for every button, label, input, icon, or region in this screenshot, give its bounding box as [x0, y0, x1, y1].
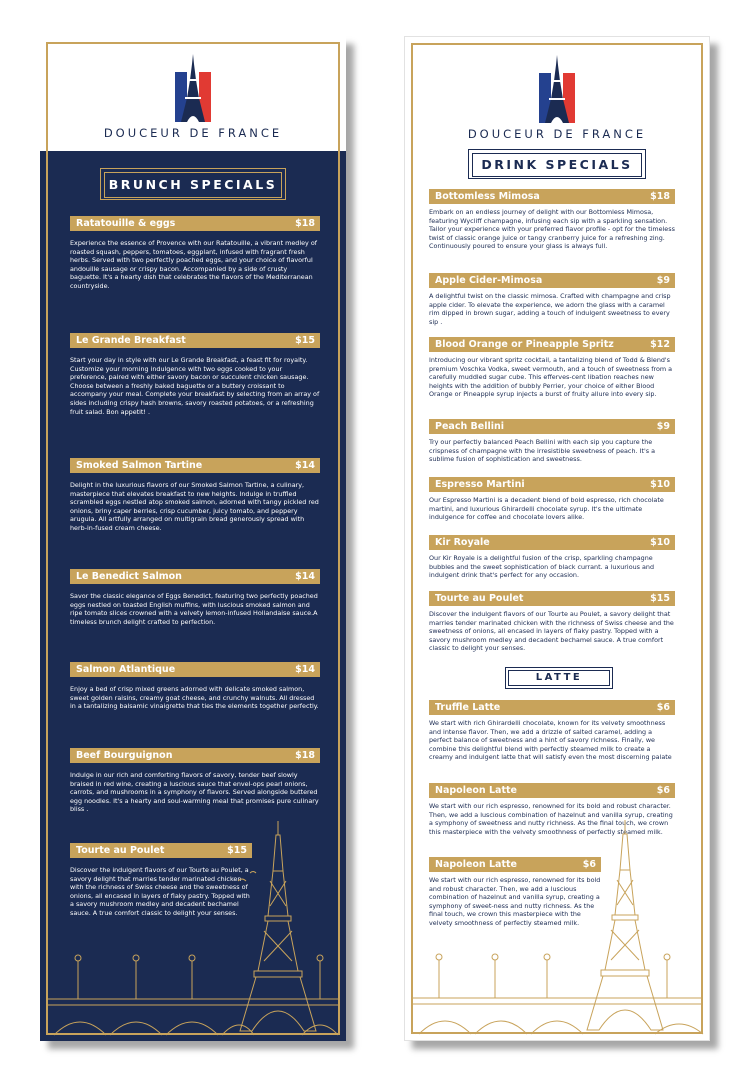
item-description: We start with our rich espresso, renowned for its bold and robust character. Then, we add a luscious combination of hazelnut and vanilla syrup, creating a symphony of sweetness and nutty richness. As the final touch, we crown this masterpiece with the velvety smoothness of perfectly steamed milk. — [429, 802, 673, 836]
item-name: Smoked Salmon Tartine — [76, 460, 203, 471]
item-price: $15 — [227, 845, 247, 856]
item-price: $12 — [650, 339, 670, 350]
menu-item — [429, 535, 675, 580]
item-header — [429, 783, 675, 798]
item-description: Enjoy a bed of crisp mixed greens adorned with delicate smoked salmon, sweet golden raisins, creamy goat cheese, and crunchy walnuts. All dressed in a tantalizing balsamic vinaigrette that ties the elements together perfectly. — [70, 685, 319, 711]
item-header — [429, 189, 675, 204]
menu-item — [70, 216, 320, 291]
item-name: Ratatouille & eggs — [76, 218, 176, 229]
item-description: Start your day in style with our Le Grande Breakfast, a feast fit for royalty. Customize your morning indulgence with two eggs cooked to your preference, paired with either savory bacon or succulent chicken sausage. Choose between a freshly baked baguette or a buttery croissant to accompany your meal. Complete your breakfast by selecting from an array of sides including crispy hash browns, savory roasted potatoes, or a refreshing fruit salad. Bon appetit! . — [70, 356, 320, 416]
item-name: Espresso Martini — [435, 479, 525, 490]
menu-item — [429, 477, 675, 522]
menu-item — [429, 273, 675, 326]
item-price: $14 — [295, 664, 315, 675]
item-header — [70, 333, 320, 348]
eiffel-tower-logo-icon — [539, 55, 575, 123]
item-header — [429, 591, 675, 606]
item-header — [429, 419, 675, 434]
item-price: $10 — [650, 537, 670, 548]
item-name: Tourte au Poulet — [76, 845, 165, 856]
item-header — [429, 273, 675, 288]
item-description: Savor the classic elegance of Eggs Benedict, featuring two perfectly poached eggs nestled on toasted English muffins, with luscious smoked salmon and ripe tomato slices crowned with a velvety lemon-infused Hollandaise sauce.A timeless brunch delight crafted to perfection. — [70, 592, 318, 626]
item-price: $15 — [650, 593, 670, 604]
item-price: $6 — [656, 785, 670, 796]
drink-title-text: DRINK SPECIALS — [472, 153, 642, 177]
menu-item — [429, 700, 675, 762]
item-price: $18 — [295, 218, 315, 229]
brand-name: DOUCEUR DE FRANCE — [103, 126, 283, 140]
item-description: Experience the essence of Provence with our Ratatouille, a vibrant medley of roasted squash, peppers, tomatoes, eggplant, infused with fragrant fresh herbs. Served with two perfectly poached eggs, and your choice of flavorful andouille sausage or crispy bacon. Accompanied by a side of crusty baguette. It's a hearty dish that celebrates the flavors of the Mediterranean countryside. — [70, 239, 318, 290]
item-header — [429, 700, 675, 715]
drink-menu-panel — [404, 36, 710, 1041]
brunch-menu-panel — [40, 36, 346, 1041]
item-header — [429, 535, 675, 550]
item-price: $14 — [295, 460, 315, 471]
item-description: Indulge in our rich and comforting flavors of savory, tender beef slowly braised in red wine, creating a luscious sauce that envel-ops pearl onions, carrots, and mushrooms in a symphony of flavors. Served alongside buttered egg noodles. It's a hearty and soul-warming meal that promises pure culinary bliss . — [70, 771, 319, 814]
item-description: Discover the indulgent flavors of our Tourte au Poulet, a savory delight that marries tender marinated chicken with the richness of Swiss cheese and the sweetness of onions, all encased in layers of flaky pastry. Topped with a savory mushroom medley and decadent bechamel sauce. A true comfort classic to delight your senses. — [70, 866, 250, 917]
paris-scene — [405, 820, 711, 1040]
item-description: We start with our rich espresso, renowned for its bold and robust character. Then, we add a luscious combination of hazelnut and vanilla syrup, creating a symphony of sweet-ness and nutty richness. As the final touch, we crown this masterpiece with the velvety smoothness of perfectly steamed milk. — [429, 876, 601, 927]
item-header — [429, 337, 675, 352]
item-price: $6 — [656, 702, 670, 713]
item-price: $14 — [295, 571, 315, 582]
menu-item — [70, 662, 320, 711]
item-description: Our Kir Royale is a delightful fusion of the crisp, sparkling champagne bubbles and the sweet sophistication of black currant. a luxurious and indulgent drink that's perfect for any occasion. — [429, 554, 655, 580]
item-price: $18 — [650, 191, 670, 202]
item-name: Blood Orange or Pineapple Spritz — [435, 339, 614, 350]
item-name: Peach Bellini — [435, 421, 504, 432]
menu-item — [70, 748, 320, 814]
item-name: Apple Cider-Mimosa — [435, 275, 543, 286]
menu-item — [70, 458, 320, 533]
item-price: $15 — [295, 335, 315, 346]
item-header — [70, 662, 320, 677]
item-name: Beef Bourguignon — [76, 750, 173, 761]
menu-item — [429, 189, 675, 251]
menu-item — [70, 333, 320, 416]
item-description: Discover the indulgent flavors of our Tourte au Poulet, a savory delight that marries tender marinated chicken with the richness of Swiss cheese and the sweetness of onions, all encased in layers of flaky pastry. Topped with a savory mushroom medley and decadent bechamel sauce. A true comfort classic to delight your senses. — [429, 610, 674, 653]
latte-title — [505, 667, 613, 689]
item-price: $9 — [656, 421, 670, 432]
brunch-logo — [40, 54, 346, 124]
latte-title-text: LATTE — [508, 670, 610, 686]
item-header — [70, 569, 320, 584]
item-description: Our Espresso Martini is a decadent blend of bold espresso, rich chocolate martini, and luxurious Ghirardelli chocolate syrup. It's the ultimate indulgence for coffee and chocolate lovers alike. — [429, 496, 664, 522]
item-name: Tourte au Poulet — [435, 593, 524, 604]
menu-item — [70, 569, 320, 626]
item-name: Bottomless Mimosa — [435, 191, 540, 202]
item-price: $10 — [650, 479, 670, 490]
item-description: Try our perfectly balanced Peach Bellini with each sip you capture the crispness of champagne with the irresistible sweetness of peach. It's a sublime fusion of sophistication and sweetness. — [429, 438, 655, 464]
item-name: Le Grande Breakfast — [76, 335, 186, 346]
brunch-title-text: BRUNCH SPECIALS — [104, 172, 282, 198]
item-header — [70, 748, 320, 763]
item-header — [70, 458, 320, 473]
item-price: $6 — [582, 859, 596, 870]
eiffel-tower-logo-icon — [175, 54, 211, 122]
brunch-title — [100, 168, 286, 200]
item-name: Kir Royale — [435, 537, 490, 548]
paris-scene — [40, 821, 346, 1041]
item-price: $9 — [656, 275, 670, 286]
menu-item — [429, 591, 675, 653]
bridge-lamps-illustration-icon — [413, 954, 703, 1034]
menu-item — [429, 419, 675, 464]
item-description: Delight in the luxurious flavors of our Smoked Salmon Tartine, a culinary, masterpiece that elevates breakfast to new heights. Indulge in truffled scrambled eggs nestled atop smoked salmon, adorned with tangy pickled red onions, briny caper berries, crisp cucumber, juicy tomato, and peppery arugula. All artfully arranged on multigrain bread generously spread with herb-in-fused cream cheese. — [70, 481, 319, 532]
item-name: Truffle Latte — [435, 702, 501, 713]
item-header — [70, 216, 320, 231]
drink-title — [468, 149, 646, 179]
item-description: Introducing our vibrant spritz cocktail, a tantalizing blend of Todd & Blend's premium Voschka Vodka, sweet vermouth, and a touch of sweetness from a carefully muddled sugar cube. This efferves-cent libation reaches new heights with the addition of bubbly Perrier, your choice of either Blood Orange or Pineapple syrup injects a burst of fruity allure into every sip. — [429, 356, 673, 399]
item-description: We start with rich Ghirardelli chocolate, known for its velvety smoothness and intense flavor. Then, we add a drizzle of salted caramel, adding a perfect balance of sweetness and a hint of savory richness. Finally, we combine this delightful blend with perfectly steamed milk to create a creamy and indulgent latte that will satisfy even the most discerning palate — [429, 719, 672, 762]
item-name: Napoleon Latte — [435, 785, 517, 796]
menu-item — [429, 337, 675, 399]
item-description: A delightful twist on the classic mimosa. Crafted with champagne and crisp apple cider. To elevate the experience, we adorn the glass with a caramel rim dipped in brown sugar, adding a touch of indulgent sweetness to every sip . — [429, 292, 671, 326]
item-name: Napoleon Latte — [435, 859, 517, 870]
item-price: $18 — [295, 750, 315, 761]
brand-name: DOUCEUR DE FRANCE — [467, 127, 647, 141]
item-name: Salmon Atlantique — [76, 664, 176, 675]
drink-logo — [405, 55, 709, 125]
item-name: Le Benedict Salmon — [76, 571, 182, 582]
item-header — [429, 477, 675, 492]
item-description: Embark on an endless journey of delight with our Bottomless Mimosa, featuring Wycliff champagne, infusing each sip with a sparkling sensation. Tailor your experience with your preferred flavor profile - opt for the timeless twist of classic orange juice or tangy cranberry juice for a refreshing zing. Continuously poured to ensure your glass is always full. — [429, 208, 675, 251]
